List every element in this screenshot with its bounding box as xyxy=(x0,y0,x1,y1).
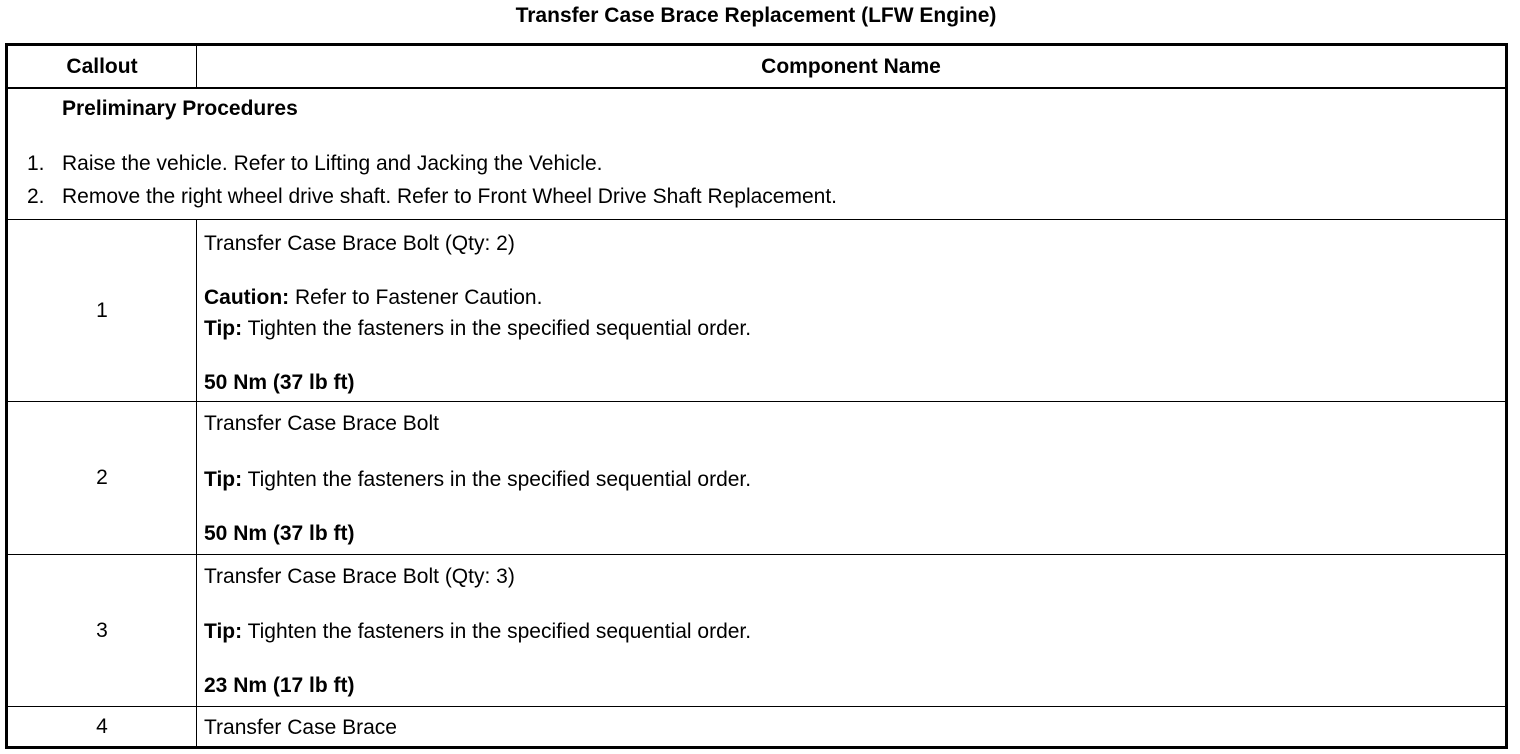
step-text: Raise the vehicle. Refer to Lifting and Jacking the Vehicle. xyxy=(62,152,603,175)
tip-label: Tip: xyxy=(204,468,243,491)
preliminary-procedures-row xyxy=(8,89,1505,219)
tip-note xyxy=(204,620,751,644)
component-cell xyxy=(197,402,1505,554)
tip-note xyxy=(204,468,751,492)
torque-spec: 50 Nm (37 lb ft) xyxy=(204,522,355,545)
tip-note xyxy=(204,317,751,341)
caution-label: Caution: xyxy=(204,286,290,309)
table-row xyxy=(8,554,1505,706)
component-cell xyxy=(197,555,1505,706)
caution-text: Refer to Fastener Caution. xyxy=(289,286,543,309)
caution-note xyxy=(204,286,542,310)
page-title: Transfer Case Brace Replacement (LFW Engine) xyxy=(515,4,997,27)
step-number: 1. xyxy=(27,152,45,175)
table-header-row xyxy=(8,46,1505,89)
component-cell xyxy=(197,220,1505,401)
preliminary-procedures xyxy=(8,89,1505,219)
header-callout: Callout xyxy=(8,46,197,87)
tip-label: Tip: xyxy=(204,620,243,643)
table-row xyxy=(8,401,1505,554)
header-component-name: Component Name xyxy=(761,54,941,78)
tip-text: Tighten the fasteners in the specified sequential order. xyxy=(242,317,752,340)
torque-spec: 50 Nm (37 lb ft) xyxy=(204,371,355,394)
torque-spec: 23 Nm (17 lb ft) xyxy=(204,674,355,697)
component-name: Transfer Case Brace xyxy=(204,716,397,739)
preliminary-title: Preliminary Procedures xyxy=(62,97,298,120)
step-text: Remove the right wheel drive shaft. Refer to Front Wheel Drive Shaft Replacement. xyxy=(62,185,838,208)
step-number: 2. xyxy=(27,185,45,208)
callout-number: 1 xyxy=(8,220,197,401)
component-table xyxy=(5,43,1508,749)
table-row xyxy=(8,706,1505,746)
callout-number: 4 xyxy=(8,707,197,746)
tip-text: Tighten the fasteners in the specified sequential order. xyxy=(242,468,752,491)
component-name: Transfer Case Brace Bolt (Qty: 2) xyxy=(204,232,515,255)
table-row xyxy=(8,219,1505,401)
component-name: Transfer Case Brace Bolt (Qty: 3) xyxy=(204,565,515,588)
callout-number: 3 xyxy=(8,555,197,706)
tip-text: Tighten the fasteners in the specified sequential order. xyxy=(242,620,752,643)
callout-number: 2 xyxy=(8,402,197,554)
component-name: Transfer Case Brace Bolt xyxy=(204,412,439,435)
tip-label: Tip: xyxy=(204,317,243,340)
component-cell xyxy=(197,707,1505,746)
